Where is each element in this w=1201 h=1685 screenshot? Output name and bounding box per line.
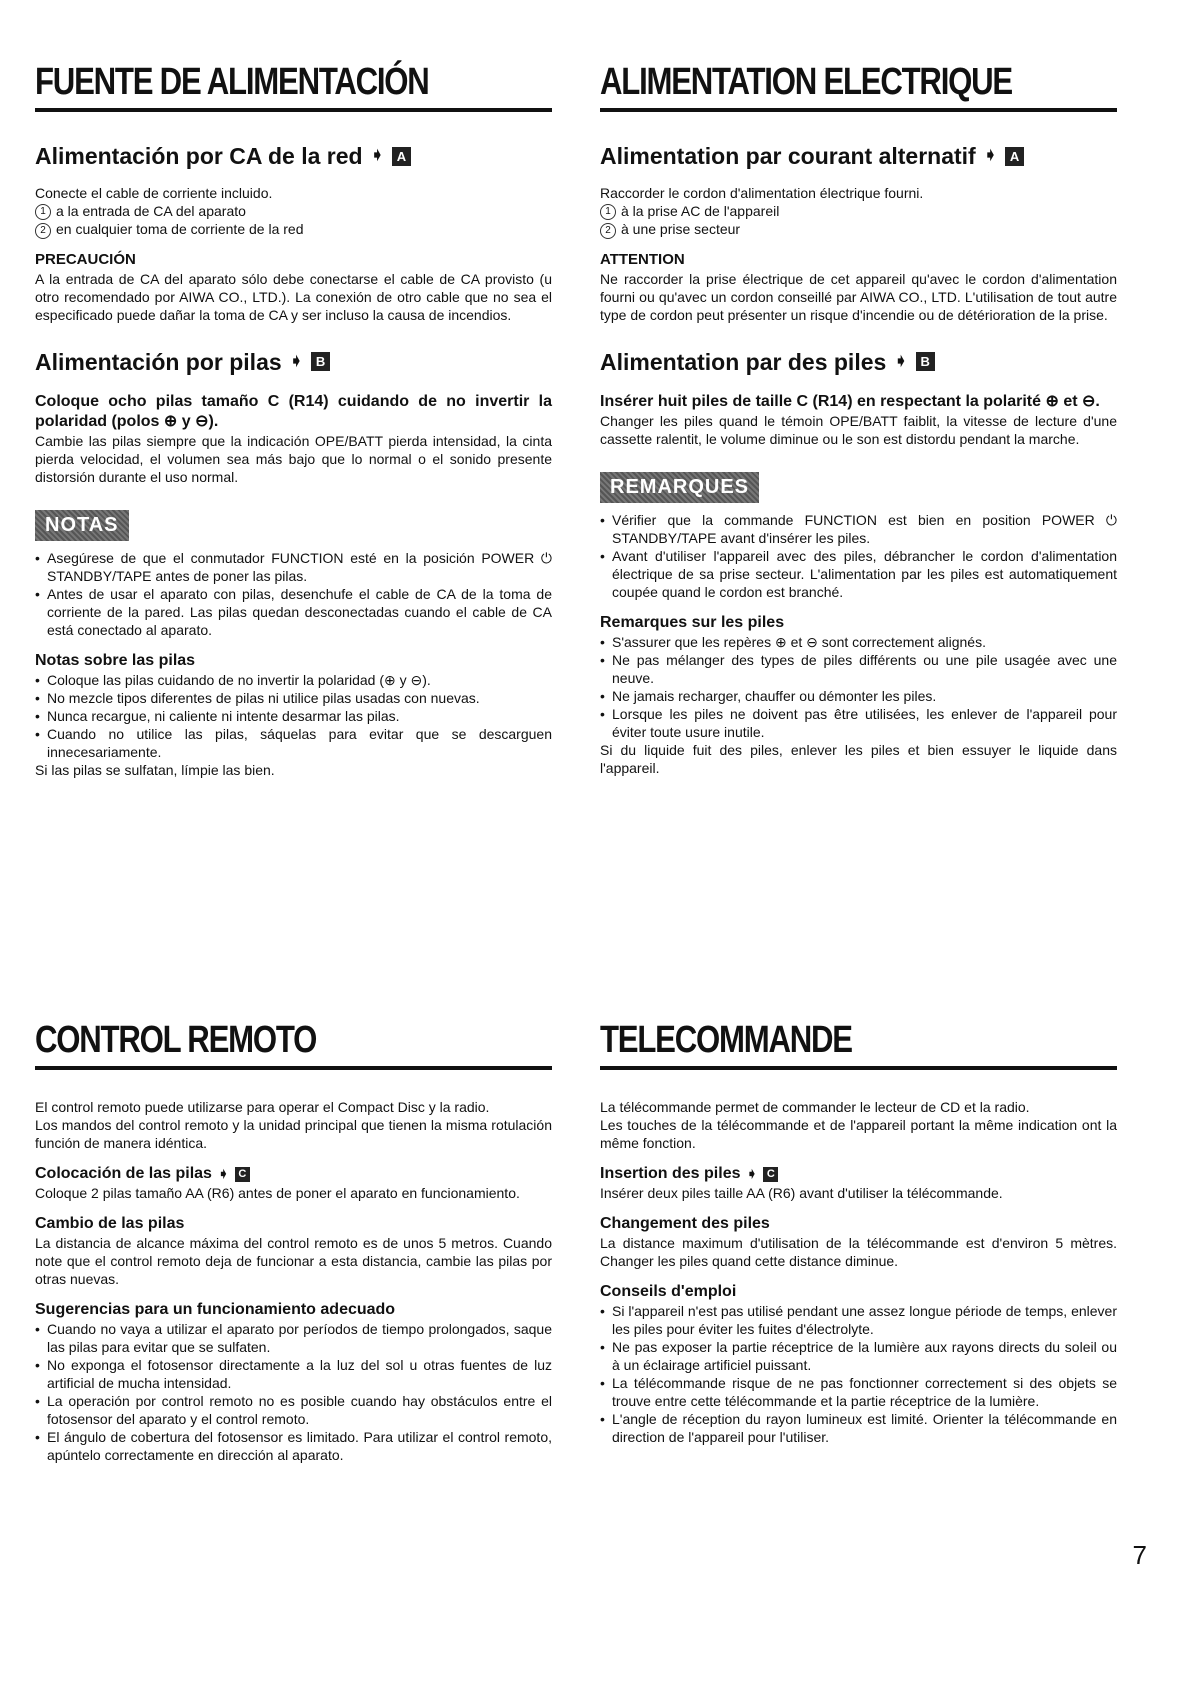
notes-banner: NOTAS (35, 510, 129, 541)
arrow-icon: ➧ (217, 1166, 229, 1181)
subheading: Remarques sur les piles (600, 613, 785, 631)
list-item: • Ne jamais recharger, chauffer ou démonter les piles. (600, 687, 1117, 705)
caution-title: ATTENTION (600, 250, 685, 268)
list-item: • Si l'appareil n'est pas utilisé pendant une assez longue période de temps, enlever les piles pour éviter les fuites d'électrolyte. (600, 1302, 1117, 1338)
arrow-icon: ➧ (983, 147, 998, 164)
section-title: TELECOMMANDE (600, 1019, 852, 1061)
section-heading (600, 348, 1117, 376)
power-section-es (35, 62, 552, 779)
body-text: Si du liquide fuit des piles, enlever les piles et bien essuyer le liquide dans l'appareil. (600, 741, 1117, 776)
figure-letter: C (763, 1167, 778, 1182)
subheading (35, 1164, 552, 1184)
section-title: CONTROL REMOTO (35, 1019, 317, 1061)
battery-instruction: Coloque ocho pilas tamaño C (R14) cuidando de no invertir la polaridad (polos ⊕ y ⊖). (35, 392, 552, 430)
list-item: • Cuando no utilice las pilas, sáquelas para evitar que se descarguen innecesariamente. (35, 725, 552, 761)
title-rule (35, 108, 552, 112)
list-item: • Antes de usar el aparato con pilas, desenchufe el cable de CA de la toma de corriente de la pared. Las pilas quedan desconectadas cuando el cable de CA está conectado al aparato. (35, 585, 552, 639)
list-item: • Vérifier que la commande FUNCTION est bien en position POWER ⏻ STANDBY/TAPE avant d'insérer les piles. (600, 511, 1117, 547)
caution-text: Ne raccorder la prise électrique de cet appareil qu'avec le cordon d'alimentation fourni ou qu'avec un cordon conseillé par AIWA CO., LTD. L'utilisation de tout autre type de cordon peut présenter un risque d'incendie ou de détérioration de la prise. (600, 270, 1117, 323)
heading-text: Alimentation par courant alternatif (600, 143, 976, 169)
page-number: 7 (1132, 1540, 1147, 1570)
subheading: Cambio de las pilas (35, 1215, 185, 1232)
body-text: El control remoto puede utilizarse para operar el Compact Disc y la radio. (35, 1099, 490, 1115)
step-item (35, 220, 552, 238)
remote-section-es (35, 1020, 552, 1464)
tips-list (600, 1302, 1117, 1446)
list-item: • Cuando no vaya a utilizar el aparato por períodos de tiempo prolongados, saque las pilas para evitar que se sulfaten. (35, 1320, 552, 1356)
notes-list (600, 511, 1117, 601)
figure-letter: A (1005, 147, 1024, 166)
body-text: Raccorder le cordon d'alimentation électrique fourni. (600, 185, 924, 201)
list-item: • Ne pas mélanger des types de piles différents ou une pile usagée avec une neuve. (600, 651, 1117, 687)
list-item: • Coloque las pilas cuidando de no invertir la polaridad (⊕ y ⊖). (35, 671, 552, 689)
list-item: • La télécommande risque de ne pas fonctionner correctement si des objets se trouve entre cette télécommande et la partie réceptrice de la lumière. (600, 1374, 1117, 1410)
title-rule (600, 1066, 1117, 1070)
list-item: • La operación por control remoto no es posible cuando hay obstáculos entre el fotosensor del aparato y el control remoto. (35, 1392, 552, 1428)
number-1-icon: 1 (600, 204, 616, 220)
tips-list (35, 1320, 552, 1464)
battery-instruction: Insérer huit piles de taille C (R14) en respectant la polarité ⊕ et ⊖. (600, 392, 1100, 410)
step-text: à la prise AC de l'appareil (621, 203, 780, 219)
subheading: Notas sobre las pilas (35, 651, 196, 669)
body-text: Conecte el cable de corriente incluido. (35, 185, 273, 201)
heading-text: Alimentation par des piles (600, 348, 887, 375)
subheading: Conseils d'emploi (600, 1283, 737, 1300)
list-item: • Lorsque les piles ne doivent pas être utilisées, les enlever de l'appareil pour éviter toute usure inutile. (600, 705, 1117, 741)
body-text: Si las pilas se sulfatan, límpie las bien. (35, 761, 275, 778)
body-text: La distance maximum d'utilisation de la télécommande est d'environ 5 mètres. Changer les piles quand cette distance diminue. (600, 1235, 1117, 1269)
heading-text: Colocación de las pilas (35, 1165, 212, 1182)
body-text: Los mandos del control remoto y la unidad principal que tienen la misma rotulación función de manera idéntica. (35, 1117, 552, 1151)
list-item: • Asegúrese de que el conmutador FUNCTION esté en la posición POWER ⏻ STANDBY/TAPE antes de poner las pilas. (35, 549, 552, 585)
heading-text: Insertion des piles (600, 1165, 741, 1182)
page-title: ALIMENTATION ELECTRIQUE (600, 61, 1012, 103)
notes-list (35, 549, 552, 639)
arrow-icon: ➧ (746, 1166, 758, 1181)
caution-title: PRECAUCIÓN (35, 250, 136, 268)
step-text: a la entrada de CA del aparato (56, 203, 246, 219)
heading-text: Alimentación por pilas (35, 348, 282, 375)
list-item: • No exponga el fotosensor directamente a la luz del sol u otras fuentes de luz artificial de mucha intensidad. (35, 1356, 552, 1392)
number-2-icon: 2 (35, 223, 51, 239)
figure-letter: C (235, 1167, 250, 1182)
body-text: Insérer deux piles taille AA (R6) avant d'utiliser la télécommande. (600, 1185, 1003, 1201)
title-rule (35, 1066, 552, 1070)
notes-banner: REMARQUES (600, 472, 759, 503)
subheading: Sugerencias para un funcionamiento adecuado (35, 1301, 396, 1318)
battery-notes-list (35, 671, 552, 761)
list-item: • El ángulo de cobertura del fotosensor es limitado. Para utilizar el control remoto, apúntelo correctamente en dirección al aparato. (35, 1428, 552, 1464)
number-2-icon: 2 (600, 223, 616, 239)
power-section-fr (600, 62, 1117, 777)
subheading: Changement des piles (600, 1215, 770, 1232)
body-text: Changer les piles quand le témoin OPE/BATT faiblit, la vitesse de lecture d'une cassette ralentit, le volume diminue ou le son est distordu pendant la marche. (600, 412, 1117, 447)
arrow-icon: ➧ (289, 352, 304, 370)
list-item: • L'angle de réception du rayon lumineux est limité. Orienter la télécommande en direction de l'appareil pour l'utiliser. (600, 1410, 1117, 1446)
arrow-icon: ➧ (894, 352, 908, 370)
step-item (600, 220, 1117, 238)
figure-letter: A (392, 147, 411, 166)
heading-text: Alimentación por CA de la red (35, 143, 363, 169)
body-text: La distancia de alcance máxima del control remoto es de unos 5 metros. Cuando note que el control remoto deja de funcionar a esta distancia, cambie las pilas por otras nuevas. (35, 1235, 552, 1287)
section-heading (35, 348, 552, 376)
body-text: Cambie las pilas siempre que la indicación OPE/BATT pierda intensidad, la cinta pierda velocidad, el volumen sea más bajo que lo normal o el sonido presente distorsión durante el uso normal. (35, 432, 552, 485)
list-item: • S'assurer que les repères ⊕ et ⊖ sont correctement alignés. (600, 633, 1117, 651)
step-item (35, 202, 552, 220)
battery-notes-list (600, 633, 1117, 741)
page-title: FUENTE DE ALIMENTACIÓN (35, 61, 429, 103)
arrow-icon: ➧ (370, 147, 384, 164)
section-heading (600, 142, 1117, 170)
list-item: • Ne pas exposer la partie réceptrice de la lumière aux rayons directs du soleil ou à un éclairage artificiel puissant. (600, 1338, 1117, 1374)
step-text: à une prise secteur (621, 221, 741, 238)
remote-section-fr (600, 1020, 1117, 1446)
step-text: en cualquier toma de corriente de la red (56, 221, 304, 238)
number-1-icon: 1 (35, 204, 51, 220)
title-rule (600, 108, 1117, 112)
figure-letter: B (311, 352, 330, 371)
section-heading (35, 142, 552, 170)
figure-letter: B (916, 352, 935, 371)
body-text: Les touches de la télécommande et de l'appareil portant la même indication ont la même fonction. (600, 1117, 1117, 1151)
list-item: • Nunca recargue, ni caliente ni intente desarmar las pilas. (35, 707, 552, 725)
list-item: • Avant d'utiliser l'appareil avec des piles, débrancher le cordon d'alimentation électrique de sa prise secteur. L'alimentation par les piles est automatiquement coupée quand le cordon est branché. (600, 547, 1117, 601)
list-item: • No mezcle tipos diferentes de pilas ni utilice pilas usadas con nuevas. (35, 689, 552, 707)
body-text: La télécommande permet de commander le lecteur de CD et la radio. (600, 1099, 1030, 1115)
step-item (600, 202, 1117, 220)
body-text: Coloque 2 pilas tamaño AA (R6) antes de poner el aparato en funcionamiento. (35, 1185, 520, 1201)
subheading (600, 1164, 1117, 1184)
caution-text: A la entrada de CA del aparato sólo debe conectarse el cable de CA provisto (u otro recomendado por AIWA CO., LTD.). La conexión de otro cable que no sea el especificado puede dañar la toma de CA y ser incluso la causa de incendios. (35, 270, 552, 323)
